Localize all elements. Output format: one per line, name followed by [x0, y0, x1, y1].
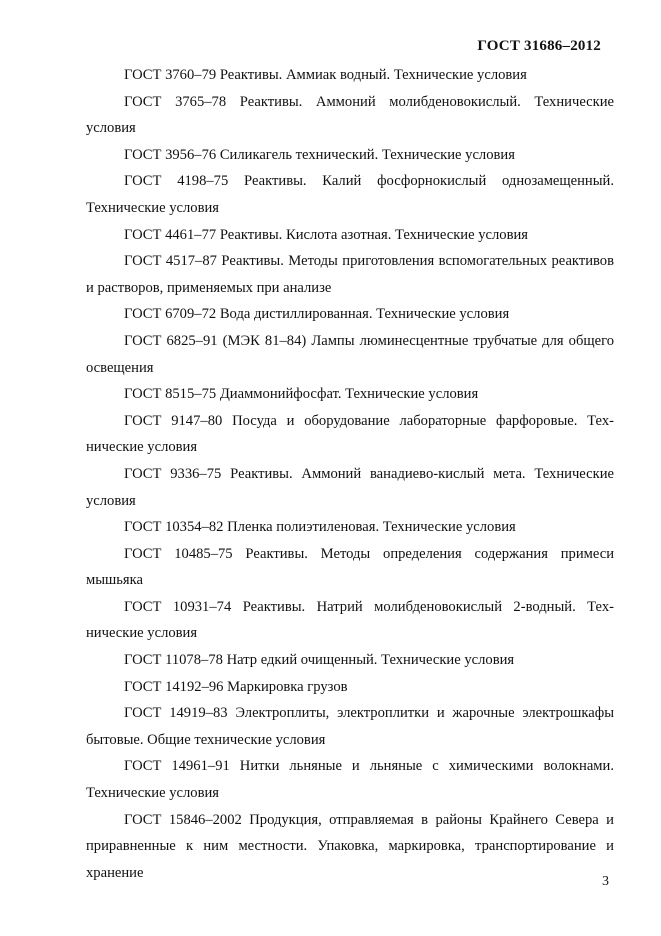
- reference-code: ГОСТ 4461–77: [124, 226, 217, 243]
- reference-title: Реактивы. Аммоний молибденовокислый. Технические условия: [86, 93, 615, 137]
- reference-code: ГОСТ 6825–91 (МЭК 81–84): [124, 332, 307, 349]
- reference-code: ГОСТ 4517–87: [124, 253, 217, 270]
- reference-title: Маркировка грузов: [227, 678, 348, 695]
- reference-entry: [86, 807, 614, 887]
- reference-code: ГОСТ 15846–2002: [124, 811, 242, 828]
- reference-code: ГОСТ 6709–72: [124, 306, 217, 323]
- reference-title: Диаммонийфосфат. Технические условия: [219, 386, 479, 403]
- reference-title: Реактивы. Калий фосфорнокислый однозамещенный. Технические условия: [86, 173, 615, 216]
- reference-entry: [86, 248, 614, 301]
- reference-title: Реактивы. Натрий молибденовокислый 2-водный. Технические условия: [86, 598, 614, 642]
- reference-title: Лампы люминесцентные трубчатые для общего освещения: [86, 332, 615, 376]
- reference-entry: [86, 674, 614, 701]
- reference-code: ГОСТ 10931–74: [124, 598, 232, 615]
- reference-entry: [86, 222, 614, 249]
- reference-title: Натр едкий очищенный. Технические условия: [226, 652, 515, 669]
- reference-entry: [86, 142, 614, 169]
- reference-entry: [86, 328, 614, 381]
- reference-code: ГОСТ 14961–91: [124, 758, 230, 775]
- reference-entry: [86, 514, 614, 541]
- reference-title: Нитки льняные и льняные с химическими волокнами. Технические условия: [86, 758, 614, 802]
- reference-title: Электроплиты, электроплитки и жарочные электрошкафы бытовые. Общие технические условия: [86, 705, 614, 748]
- reference-title: Вода дистиллированная. Технические условия: [219, 306, 510, 323]
- reference-entry: [86, 62, 614, 89]
- reference-code: ГОСТ 14192–96: [124, 678, 224, 695]
- reference-entry: [86, 301, 614, 328]
- reference-code: ГОСТ 10354–82: [124, 519, 224, 536]
- reference-code: ГОСТ 14919–83: [124, 705, 228, 722]
- reference-title: Реактивы. Методы определения содержания примеси мышьяка: [86, 545, 615, 589]
- reference-code: ГОСТ 3760–79: [124, 67, 217, 83]
- reference-title: Реактивы. Аммиак водный. Технические условия: [219, 67, 527, 83]
- reference-code: ГОСТ 3765–78: [124, 93, 227, 110]
- reference-code: ГОСТ 9336–75: [124, 465, 222, 482]
- reference-entry: [86, 168, 614, 221]
- reference-code: ГОСТ 11078–78: [124, 652, 223, 669]
- reference-title: Пленка полиэтиленовая. Технические условия: [227, 519, 516, 536]
- normative-references-list: [86, 62, 614, 886]
- reference-code: ГОСТ 3956–76: [124, 146, 217, 163]
- reference-entry: [86, 594, 614, 647]
- reference-code: ГОСТ 9147–80: [124, 412, 223, 429]
- reference-title: Реактивы. Методы приготовления вспомогательных реактивов и растворов, применяемых при анализе: [86, 253, 614, 296]
- reference-entry: [86, 541, 614, 594]
- reference-code: ГОСТ 10485–75: [124, 545, 233, 562]
- reference-entry: [86, 408, 614, 461]
- reference-title: Реактивы. Кислота азотная. Технические условия: [219, 226, 528, 243]
- reference-entry: [86, 700, 614, 753]
- reference-code: ГОСТ 4198–75: [124, 173, 229, 190]
- reference-entry: [86, 89, 614, 142]
- reference-title: Реактивы. Аммоний ванадиево-кислый мета. Технические условия: [86, 465, 614, 509]
- reference-entry: [86, 381, 614, 408]
- page-number: 3: [602, 874, 609, 889]
- reference-title: Силикагель технический. Технические условия: [219, 146, 515, 163]
- reference-title: Продукция, отправляемая в районы Крайнего Севера и приравненные к ним местности. Упаковка, маркировка, транспортирование и хранение: [86, 811, 614, 881]
- reference-title: Посуда и оборудование лабораторные фарфоровые. Технические условия: [86, 412, 614, 456]
- document-code-header: ГОСТ 31686–2012: [477, 38, 601, 54]
- reference-code: ГОСТ 8515–75: [124, 386, 217, 403]
- reference-entry: [86, 461, 614, 514]
- reference-entry: [86, 753, 614, 806]
- reference-entry: [86, 647, 614, 674]
